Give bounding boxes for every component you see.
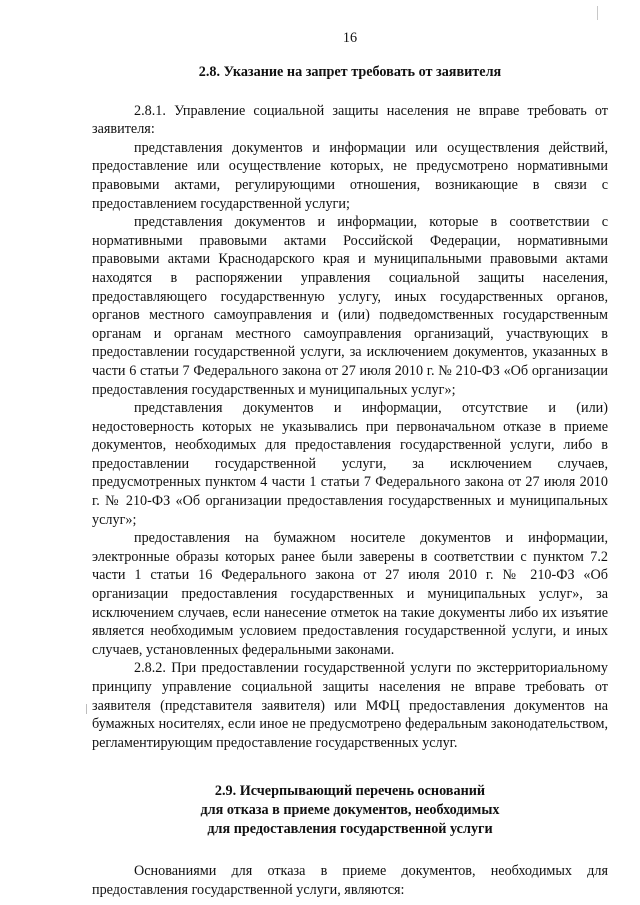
paragraph: 2.8.2. При предоставлении государственной услуги по экстерриториальному принципу управление социальной защиты населения не вправе требовать от заявителя (представителя заявителя) или МФЦ предоставления документов на бумажных носителях, если иное не предусмотрено федеральным законодательством, регламентирующим предоставление государственных услуг. xyxy=(92,660,608,751)
section-title xyxy=(92,782,608,838)
paragraph: представления документов и информации, отсутствие и (или) недостоверность которых не указывались при первоначальном отказе в приеме документов, необходимых для предоставления государственной услуги, либо в предоставлении государственной услуги, за исключением случаев, предусмотренных пунктом 4 части 1 статьи 7 Федерального закона от 27 июля 2010 г. № 210-ФЗ «Об организации предоставления государственных и муниципальных услуг»; xyxy=(92,400,608,528)
scan-mark xyxy=(597,6,598,20)
scan-mark xyxy=(86,704,87,714)
paragraph: представления документов и информации, которые в соответствии с нормативными правовыми актами Российской Федерации, нормативными правовыми актами Краснодарского края и муниципальными правовыми актами находятся в распоряжении управления социальной защиты населения, предоставляющего государственную услугу, иных государственных органов, органов местного самоуправления и (или) подведомственных государственным органам и органам местного самоуправления организаций, участвующих в предоставлении государственной услуги, за исключением документов, указанных в части 6 статьи 7 Федерального закона от 27 июля 2010 г. № 210-ФЗ «Об организации предоставления государственных и муниципальных услуг»; xyxy=(92,214,608,398)
paragraph: 2.8.1. Управление социальной защиты населения не вправе требовать от заявителя: xyxy=(92,102,608,138)
section-title-line: для предоставления государственной услуги xyxy=(207,820,493,837)
page-number: 16 xyxy=(342,30,358,46)
paragraph: предоставления на бумажном носителе документов и информации, электронные образы которых ранее были заверены в соответствии с пунктом 7.2 части 1 статьи 16 Федерального закона от 27 июля 2010 г. № 210-ФЗ «Об организации предоставления государственных и муниципальных услуг», за исключением случаев, если нанесение отметок на такие документы либо их изъятие является необходимым условием предоставления государственной услуги, и иных случаев, установленных федеральными законами. xyxy=(92,530,608,658)
section-title: 2.8. Указание на запрет требовать от заявителя xyxy=(198,64,502,80)
section-title-line: 2.9. Исчерпывающий перечень оснований xyxy=(214,783,486,800)
paragraph: Основаниями для отказа в приеме документов, необходимых для предоставления государственной услуги, являются: xyxy=(92,863,608,898)
section-title-line: для отказа в приеме документов, необходимых xyxy=(200,801,500,818)
paragraph: представления документов и информации или осуществления действий, предоставление или осуществление которых, не предусмотрено нормативными правовыми актами, регулирующими отношения, возникающие в связи с предоставлением государственной услуги; xyxy=(92,139,608,212)
